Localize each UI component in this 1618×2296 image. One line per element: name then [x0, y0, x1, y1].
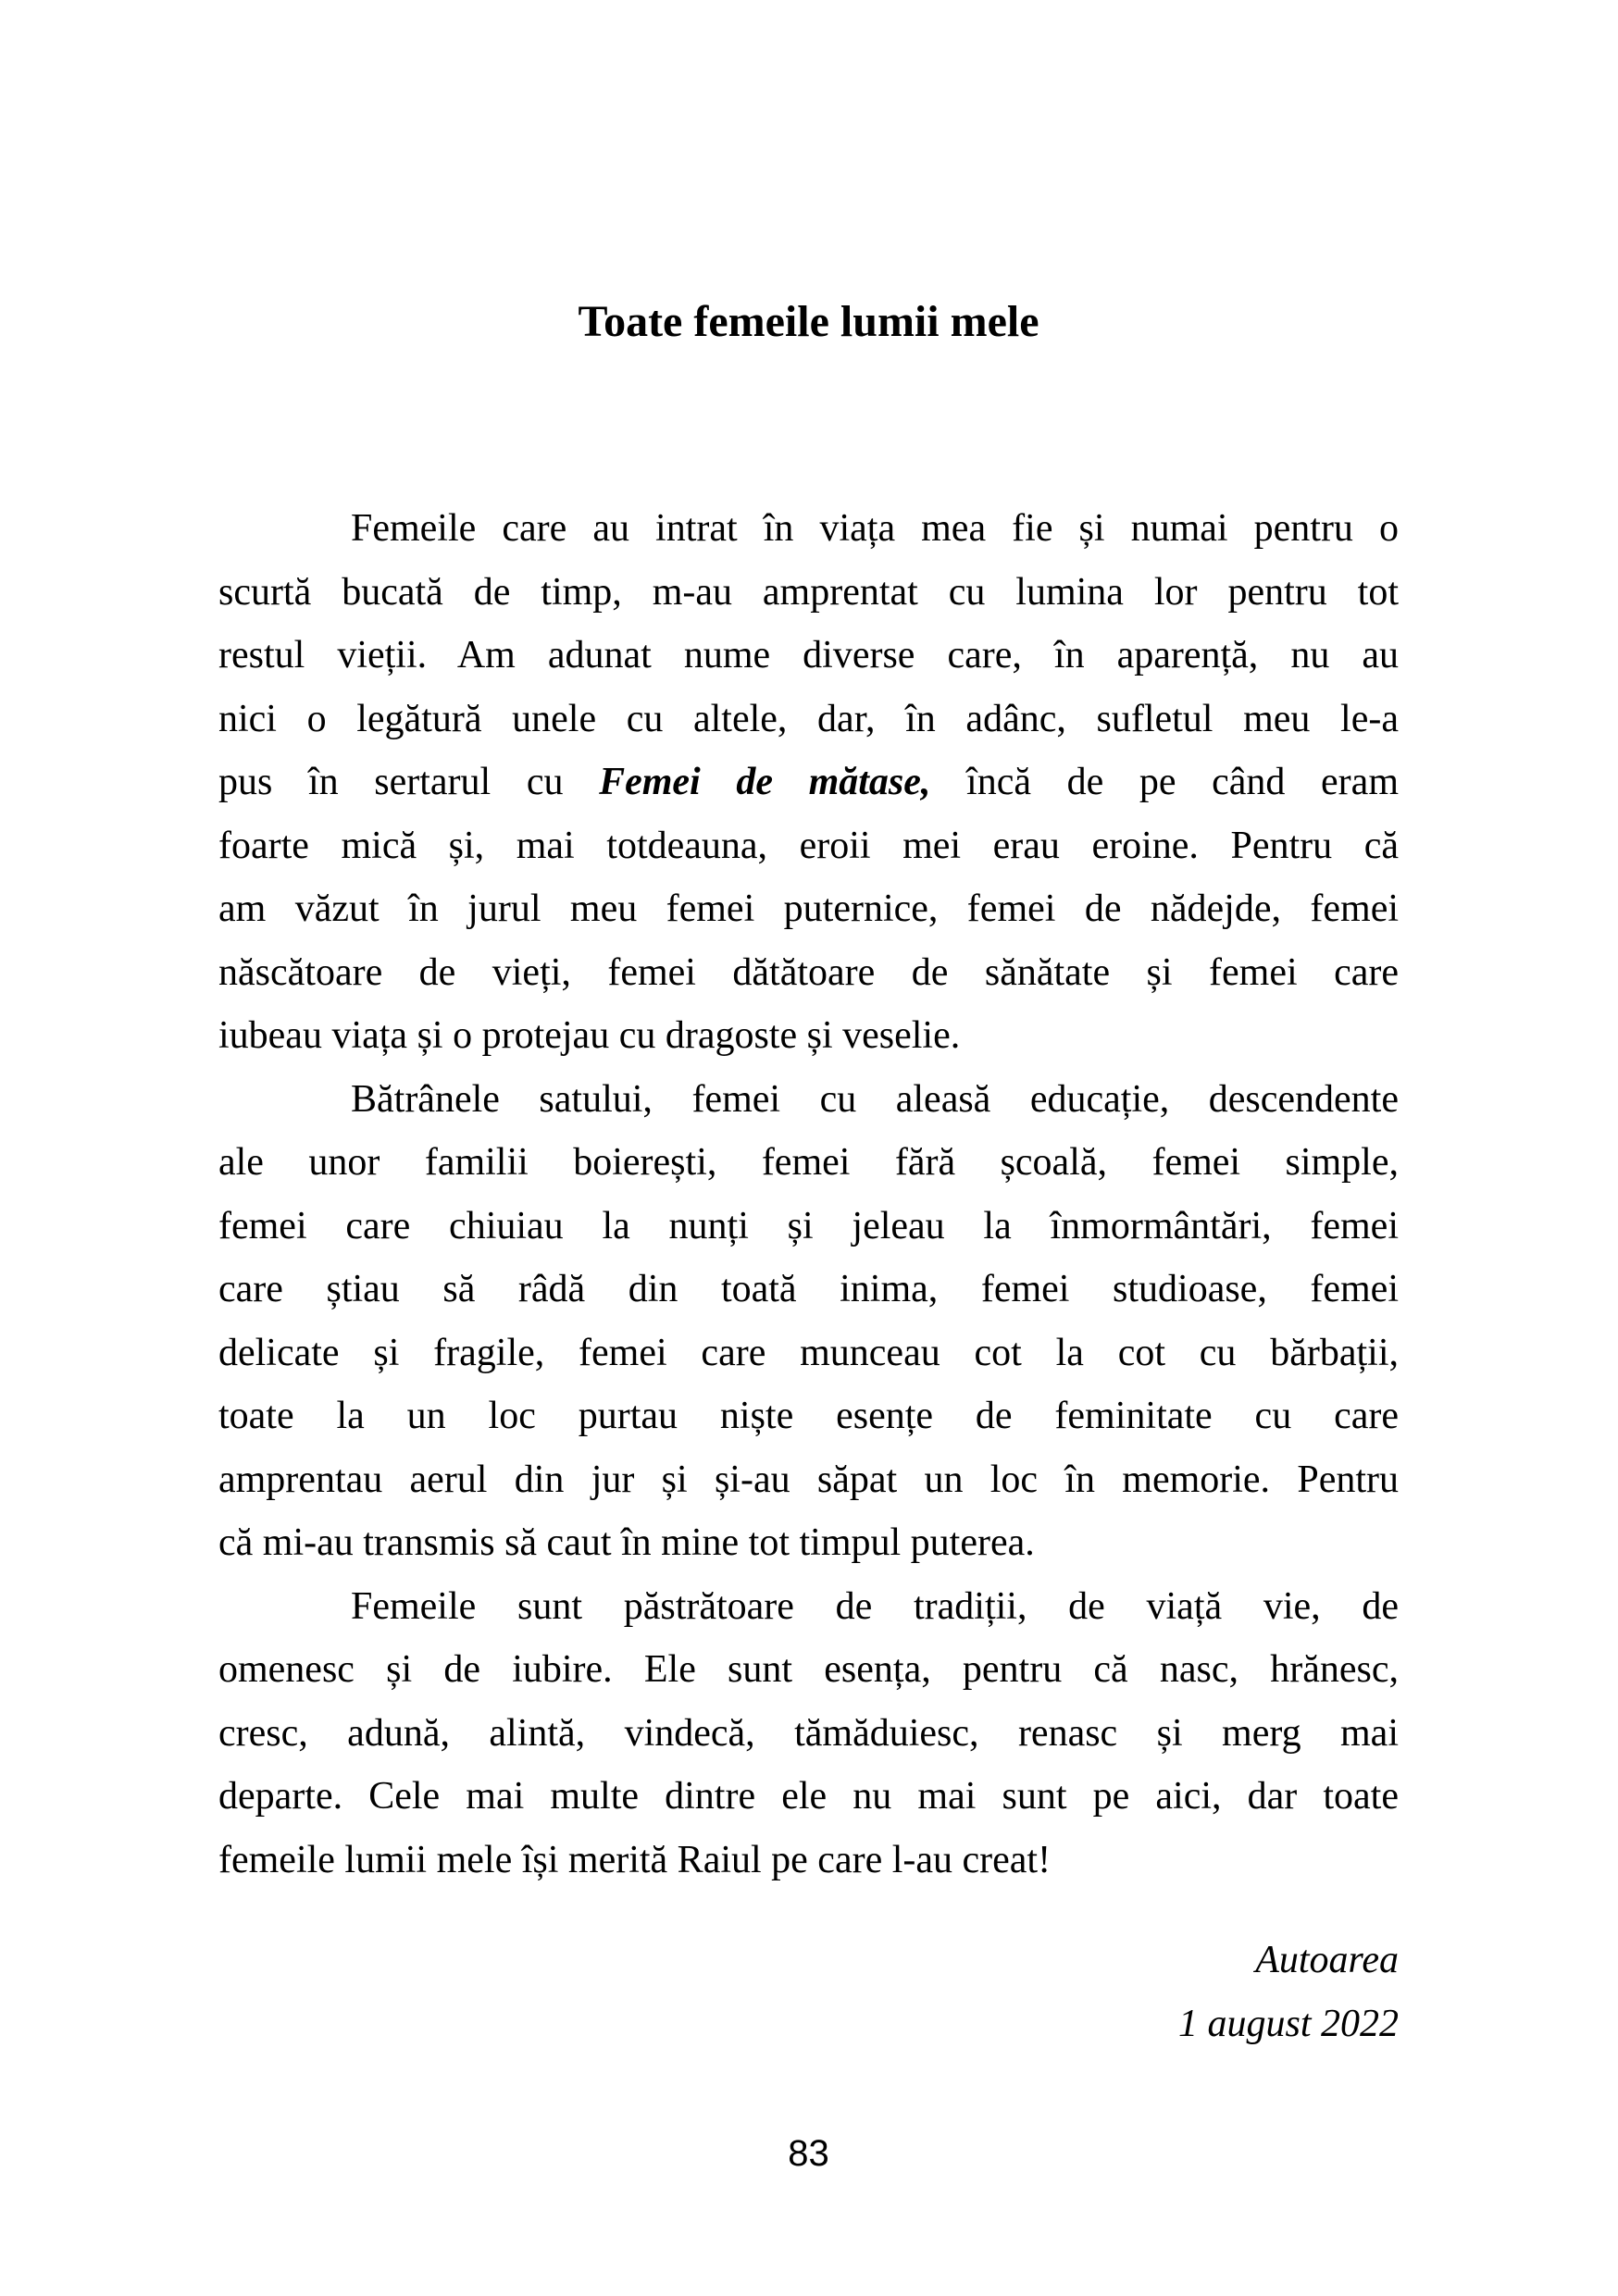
text-line — [218, 1448, 1399, 1512]
text-segment: restul vieții. Am adunat nume diverse care, în aparență, nu au — [218, 634, 1399, 676]
text-segment: femeile lumii mele își merită Raiul pe care l-au creat! — [218, 1838, 1052, 1881]
text-segment: Bătrânele satului, femei cu aleasă educație, descendente — [351, 1077, 1399, 1121]
text-line — [218, 1131, 1399, 1195]
text-segment: scurtă bucată de timp, m-au amprentat cu lumina lor pentru tot — [218, 570, 1399, 614]
text-line — [218, 1511, 1399, 1575]
text-segment: că mi-au transmis să caut în mine tot timpul puterea. — [218, 1521, 1035, 1564]
text-segment: iubeau viața și o protejau cu dragoste și veselie. — [218, 1014, 961, 1057]
text-line — [218, 751, 1399, 814]
body-text — [218, 497, 1399, 1892]
text-line — [218, 1829, 1399, 1893]
text-segment: care știau să râdă din toată inima, femei studioase, femei — [218, 1268, 1399, 1310]
emphasized-text-segment: Femei de mătase, — [599, 761, 931, 803]
text-segment: am văzut în jurul meu femei puternice, femei de nădejde, femei — [218, 887, 1399, 930]
text-line — [218, 941, 1399, 1005]
text-line — [218, 1702, 1399, 1766]
text-segment: cresc, adună, alintă, vindecă, tămăduiesc, renasc și merg mai — [218, 1711, 1399, 1755]
text-line — [218, 1004, 1399, 1068]
text-segment: Femeile care au intrat în viața mea fie și numai pentru o — [351, 507, 1399, 550]
text-line — [218, 1195, 1399, 1259]
text-segment: toate la un loc purtau niște esențe de feminitate cu care — [218, 1395, 1399, 1437]
page-number: 83 — [788, 2133, 829, 2174]
text-line — [218, 1765, 1399, 1829]
text-line — [218, 1384, 1399, 1448]
text-segment: nici o legătură unele cu altele, dar, în adânc, sufletul meu le-a — [218, 697, 1399, 740]
paragraph — [218, 1575, 1399, 1893]
text-segment: delicate și fragile, femei care munceau cot la cot cu bărbații, — [218, 1331, 1399, 1374]
text-segment: departe. Cele mai multe dintre ele nu mai sunt pe aici, dar toate — [218, 1775, 1399, 1818]
signature-author: Autoarea — [1255, 1939, 1399, 1981]
text-segment: pus în sertarul cu — [218, 761, 600, 803]
text-line — [218, 1575, 1399, 1639]
text-line — [218, 561, 1399, 625]
text-segment: omenesc și de iubire. Ele sunt esența, pentru că nasc, hrănesc, — [218, 1648, 1399, 1691]
text-segment: ale unor familii boierești, femei fără școală, femei simple, — [218, 1141, 1399, 1184]
text-line — [218, 1258, 1399, 1322]
signature-block — [218, 1929, 1399, 2055]
text-line — [218, 624, 1399, 688]
text-line — [218, 688, 1399, 751]
paragraph — [218, 1068, 1399, 1575]
paragraph — [218, 497, 1399, 1068]
text-line — [218, 497, 1399, 561]
text-line — [218, 1068, 1399, 1132]
text-segment: născătoare de vieți, femei dătătoare de sănătate și femei care — [218, 950, 1399, 994]
text-line — [218, 877, 1399, 941]
signature-date: 1 august 2022 — [1177, 2002, 1399, 2045]
text-segment: foarte mică și, mai totdeauna, eroii mei erau eroine. Pentru că — [218, 824, 1399, 867]
text-line — [218, 814, 1399, 878]
text-segment: amprentau aerul din jur și și-au săpat un loc în memorie. Pentru — [218, 1458, 1399, 1501]
page-title: Toate femeile lumii mele — [578, 297, 1039, 346]
text-line — [218, 1322, 1399, 1385]
text-segment: femei care chiuiau la nunți și jeleau la înmormântări, femei — [218, 1204, 1399, 1247]
text-segment: Femeile sunt păstrătoare de tradiții, de viață vie, de — [351, 1584, 1399, 1628]
text-segment: încă de pe când eram — [930, 761, 1399, 803]
text-line — [218, 1638, 1399, 1702]
